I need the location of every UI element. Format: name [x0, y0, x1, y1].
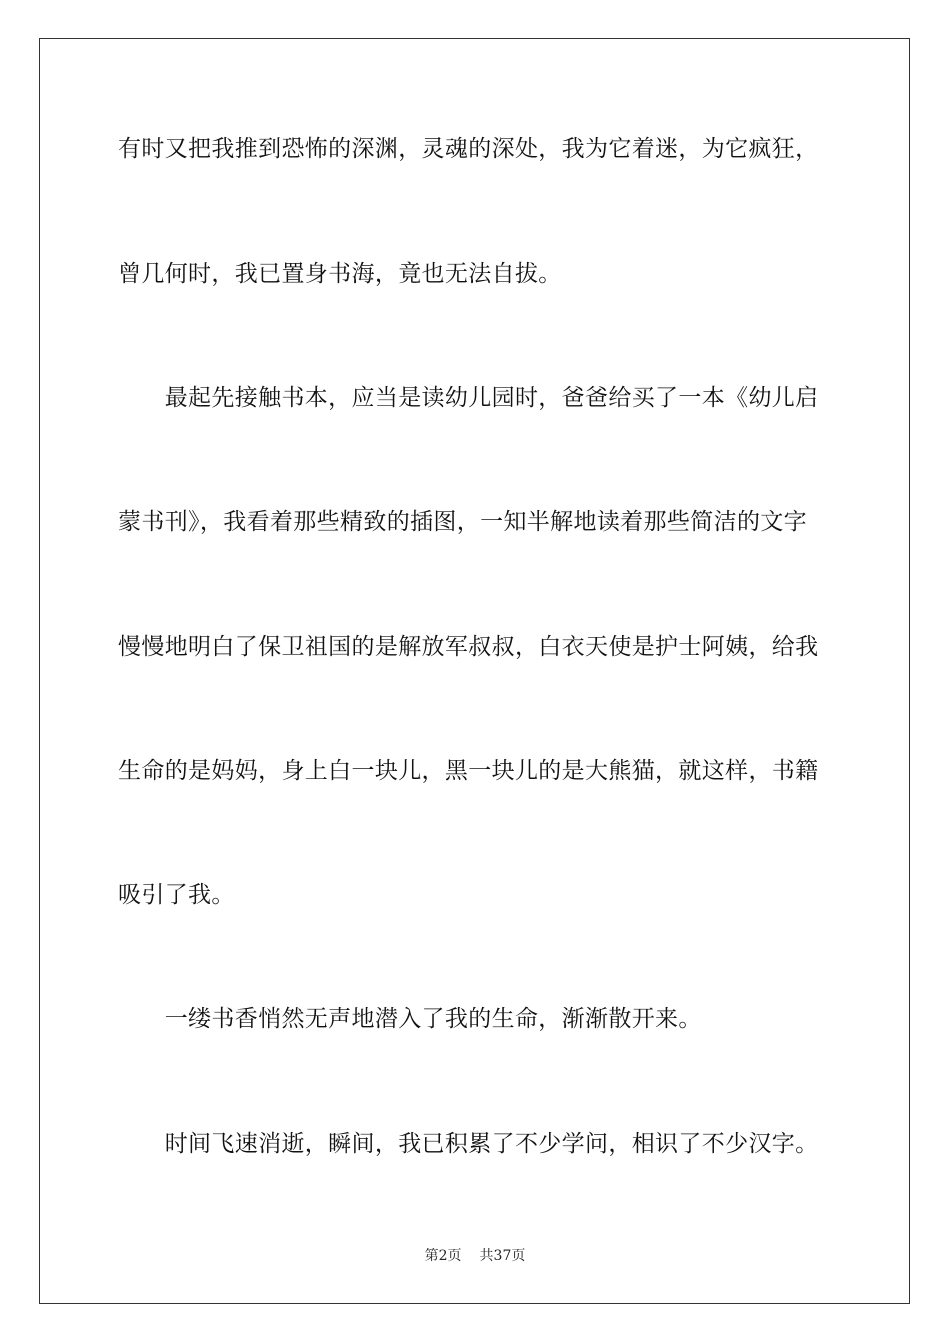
text-line-4: 蒙书刊》，我看着那些精致的插图，一知半解地读着那些简洁的文字	[118, 509, 807, 535]
text-line-1: 有时又把我推到恐怖的深渊，灵魂的深处，我为它着迷，为它疯狂，	[118, 136, 819, 162]
text-line-6: 生命的是妈妈，身上白一块儿，黑一块儿的是大熊猫，就这样，书籍	[118, 758, 819, 784]
text-line-9: 时间飞速消逝，瞬间，我已积累了不少学问，相识了不少汉字。	[118, 1131, 819, 1157]
text-line-3: 最起先接触书本，应当是读幼儿园时，爸爸给买了一本《幼儿启	[118, 385, 819, 411]
page-number: 第2页	[424, 1248, 462, 1264]
page-total: 共37页	[479, 1248, 526, 1264]
page-footer	[0, 1247, 950, 1265]
text-line-5: 慢慢地明白了保卫祖国的是解放军叔叔，白衣天使是护士阿姨，给我	[118, 634, 819, 660]
text-line-7: 吸引了我。	[118, 882, 235, 908]
text-line-8: 一缕书香悄然无声地潜入了我的生命，渐渐散开来。	[118, 1006, 702, 1032]
text-line-2: 曾几何时，我已置身书海，竟也无法自拔。	[118, 261, 562, 287]
page-border	[39, 38, 910, 1304]
